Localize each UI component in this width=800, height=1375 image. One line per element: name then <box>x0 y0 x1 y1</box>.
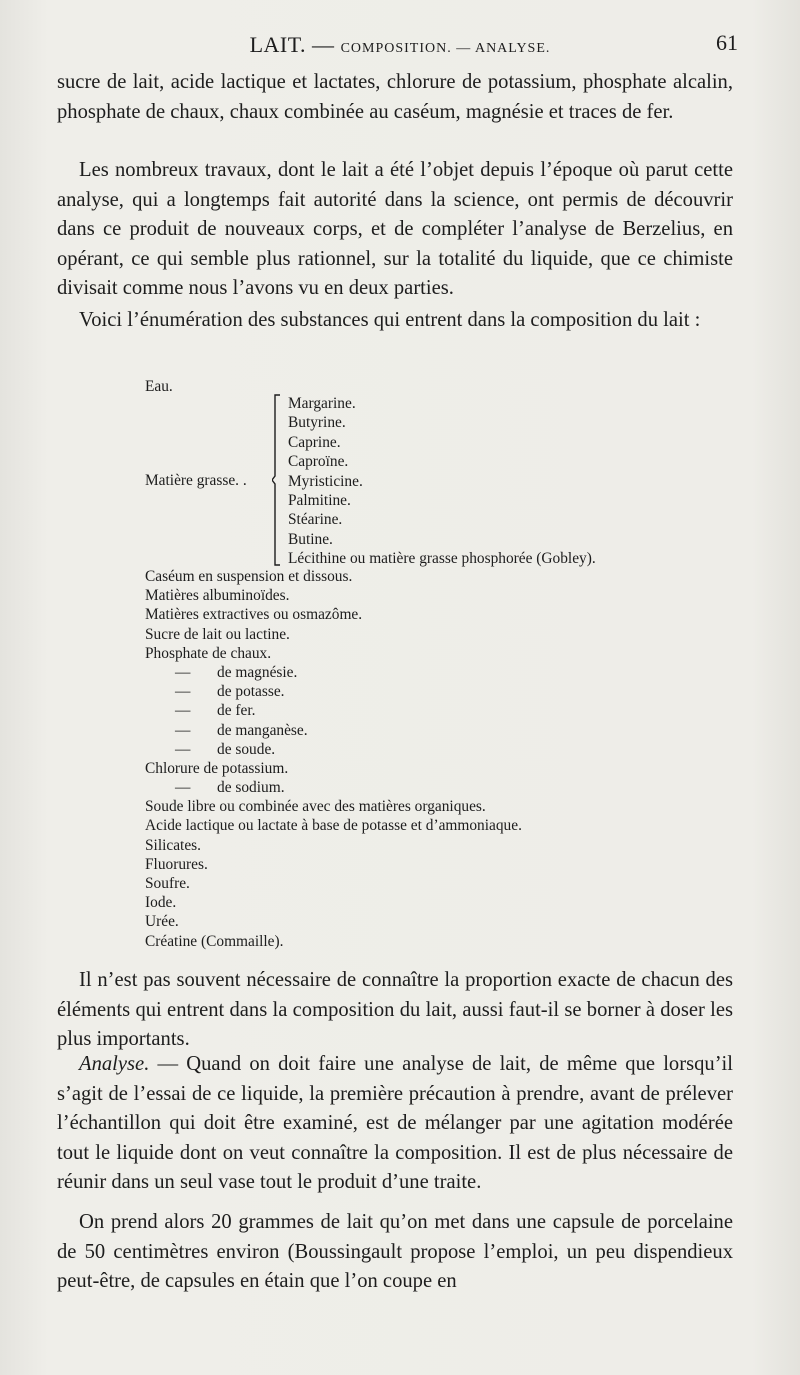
fat-item: Caprine. <box>288 433 341 451</box>
substance-item: Phosphate de chaux. <box>145 644 272 662</box>
substance-sub-text: de magnésie. <box>217 663 298 681</box>
substance-item <box>145 740 745 759</box>
substance-dash: — <box>175 740 191 758</box>
paragraph-nombreux <box>57 156 733 304</box>
substance-list <box>145 567 745 951</box>
fat-item: Lécithine ou matière grasse phosphorée (Gobley). <box>288 550 596 568</box>
fat-item: Myristicine. <box>288 472 363 490</box>
fat-item: Palmitine. <box>288 491 351 509</box>
paragraph-intro-text: sucre de lait, acide lactique et lactates, chlorure de potassium, phosphate alcalin, phosphate de chaux, chaux combinée au caséum, magnésie et traces de fer. <box>57 71 733 123</box>
substance-item: Urée. <box>145 913 179 931</box>
substance-sub-text: de potasse. <box>217 683 285 701</box>
substance-item: Acide lactique ou lactate à base de potasse et d’ammoniaque. <box>145 817 522 835</box>
substance-item <box>145 721 745 740</box>
page-number: 61 <box>716 30 738 55</box>
substance-dash: — <box>175 683 191 701</box>
fat-brace <box>272 394 282 566</box>
substance-sub-text: de fer. <box>217 702 256 720</box>
fat-item: Butyrine. <box>288 414 346 432</box>
paragraph-proportion <box>57 966 733 1055</box>
fat-item: Butine. <box>288 530 333 548</box>
paragraph-proportion-text: Il n’est pas souvent nécessaire de connaître la proportion exacte de chacun des éléments qui entrent dans la composition du lait, aussi faut-il se borner à doser les plus importants. <box>57 969 733 1050</box>
fat-item: Caproïne. <box>288 453 349 471</box>
substance-dash: — <box>175 663 191 681</box>
paragraph-intro <box>57 68 733 127</box>
analyse-text: — Quand on doit faire une analyse de lait, de même que lorsqu’il s’agit de l’essai de ce liquide, la première précaution à prendre, avant de prélever l’échantillon qui doit être examiné, est de mélanger par une agitation modérée tout le liquide dont on veut connaître la composition. Il est de plus nécessaire de réunir dans un seul vase tout le produit d’une traite. <box>57 1053 733 1193</box>
substance-item: Soufre. <box>145 875 190 892</box>
fat-item: Stéarine. <box>288 511 343 529</box>
substance-eau: Eau. <box>145 378 173 395</box>
fat-list <box>288 394 596 569</box>
substance-item: Silicates. <box>145 836 201 854</box>
substance-item: Matières albuminoïdes. <box>145 587 290 605</box>
substance-item: Soude libre ou combinée avec des matières organiques. <box>145 798 486 816</box>
substance-sub-text: de manganèse. <box>217 721 308 739</box>
paragraph-voici-text: Voici l’énumération des substances qui entrent dans la composition du lait : <box>79 309 701 331</box>
substance-item: Sucre de lait ou lactine. <box>145 625 290 643</box>
header-title <box>0 32 800 58</box>
substance-item: Chlorure de potassium. <box>145 759 289 777</box>
substance-item <box>145 682 745 701</box>
substance-fat-label: Matière grasse. . <box>145 472 247 489</box>
substance-dash: — <box>175 779 191 797</box>
substance-item <box>145 701 745 720</box>
paragraph-analyse <box>57 1050 733 1198</box>
substance-item: Créatine (Commaille). <box>145 932 284 950</box>
analyse-label: Analyse. <box>79 1053 150 1075</box>
substance-sub-text: de sodium. <box>217 779 285 797</box>
header-title-main: LAIT. — <box>249 32 341 57</box>
fat-item: Margarine. <box>288 395 356 412</box>
substance-item: Matières extractives ou osmazôme. <box>145 606 363 624</box>
substance-sub-text: de soude. <box>217 740 276 758</box>
substance-dash: — <box>175 721 191 739</box>
substance-item: Caséum en suspension et dissous. <box>145 568 353 585</box>
substance-item: Iode. <box>145 894 177 912</box>
header-title-small: COMPOSITION. — ANALYSE. <box>340 41 551 56</box>
paragraph-voici <box>57 306 733 336</box>
substance-item <box>145 778 745 797</box>
paragraph-grammes <box>57 1208 733 1297</box>
substance-item <box>145 663 745 682</box>
running-header <box>0 28 800 64</box>
paragraph-grammes-text: On prend alors 20 grammes de lait qu’on met dans une capsule de porcelaine de 50 centimètres environ (Boussingault propose l’emploi, un peu dispendieux peut-être, de capsules en étain que l’on coupe en <box>57 1211 733 1292</box>
paragraph-nombreux-text: Les nombreux travaux, dont le lait a été l’objet depuis l’époque où parut cette analyse, qui a longtemps fait autorité dans la science, ont permis de découvrir dans ce produit de nouveaux corps, et de compléter l’analyse de Berzelius, en opérant, ce qui semble plus rationnel, sur la totalité du liquide, que ce chimiste divisait comme nous l’avons vu en deux parties. <box>57 159 733 299</box>
paragraph-analyse-text <box>57 1050 733 1198</box>
substance-dash: — <box>175 702 191 720</box>
substance-item: Fluorures. <box>145 855 208 873</box>
